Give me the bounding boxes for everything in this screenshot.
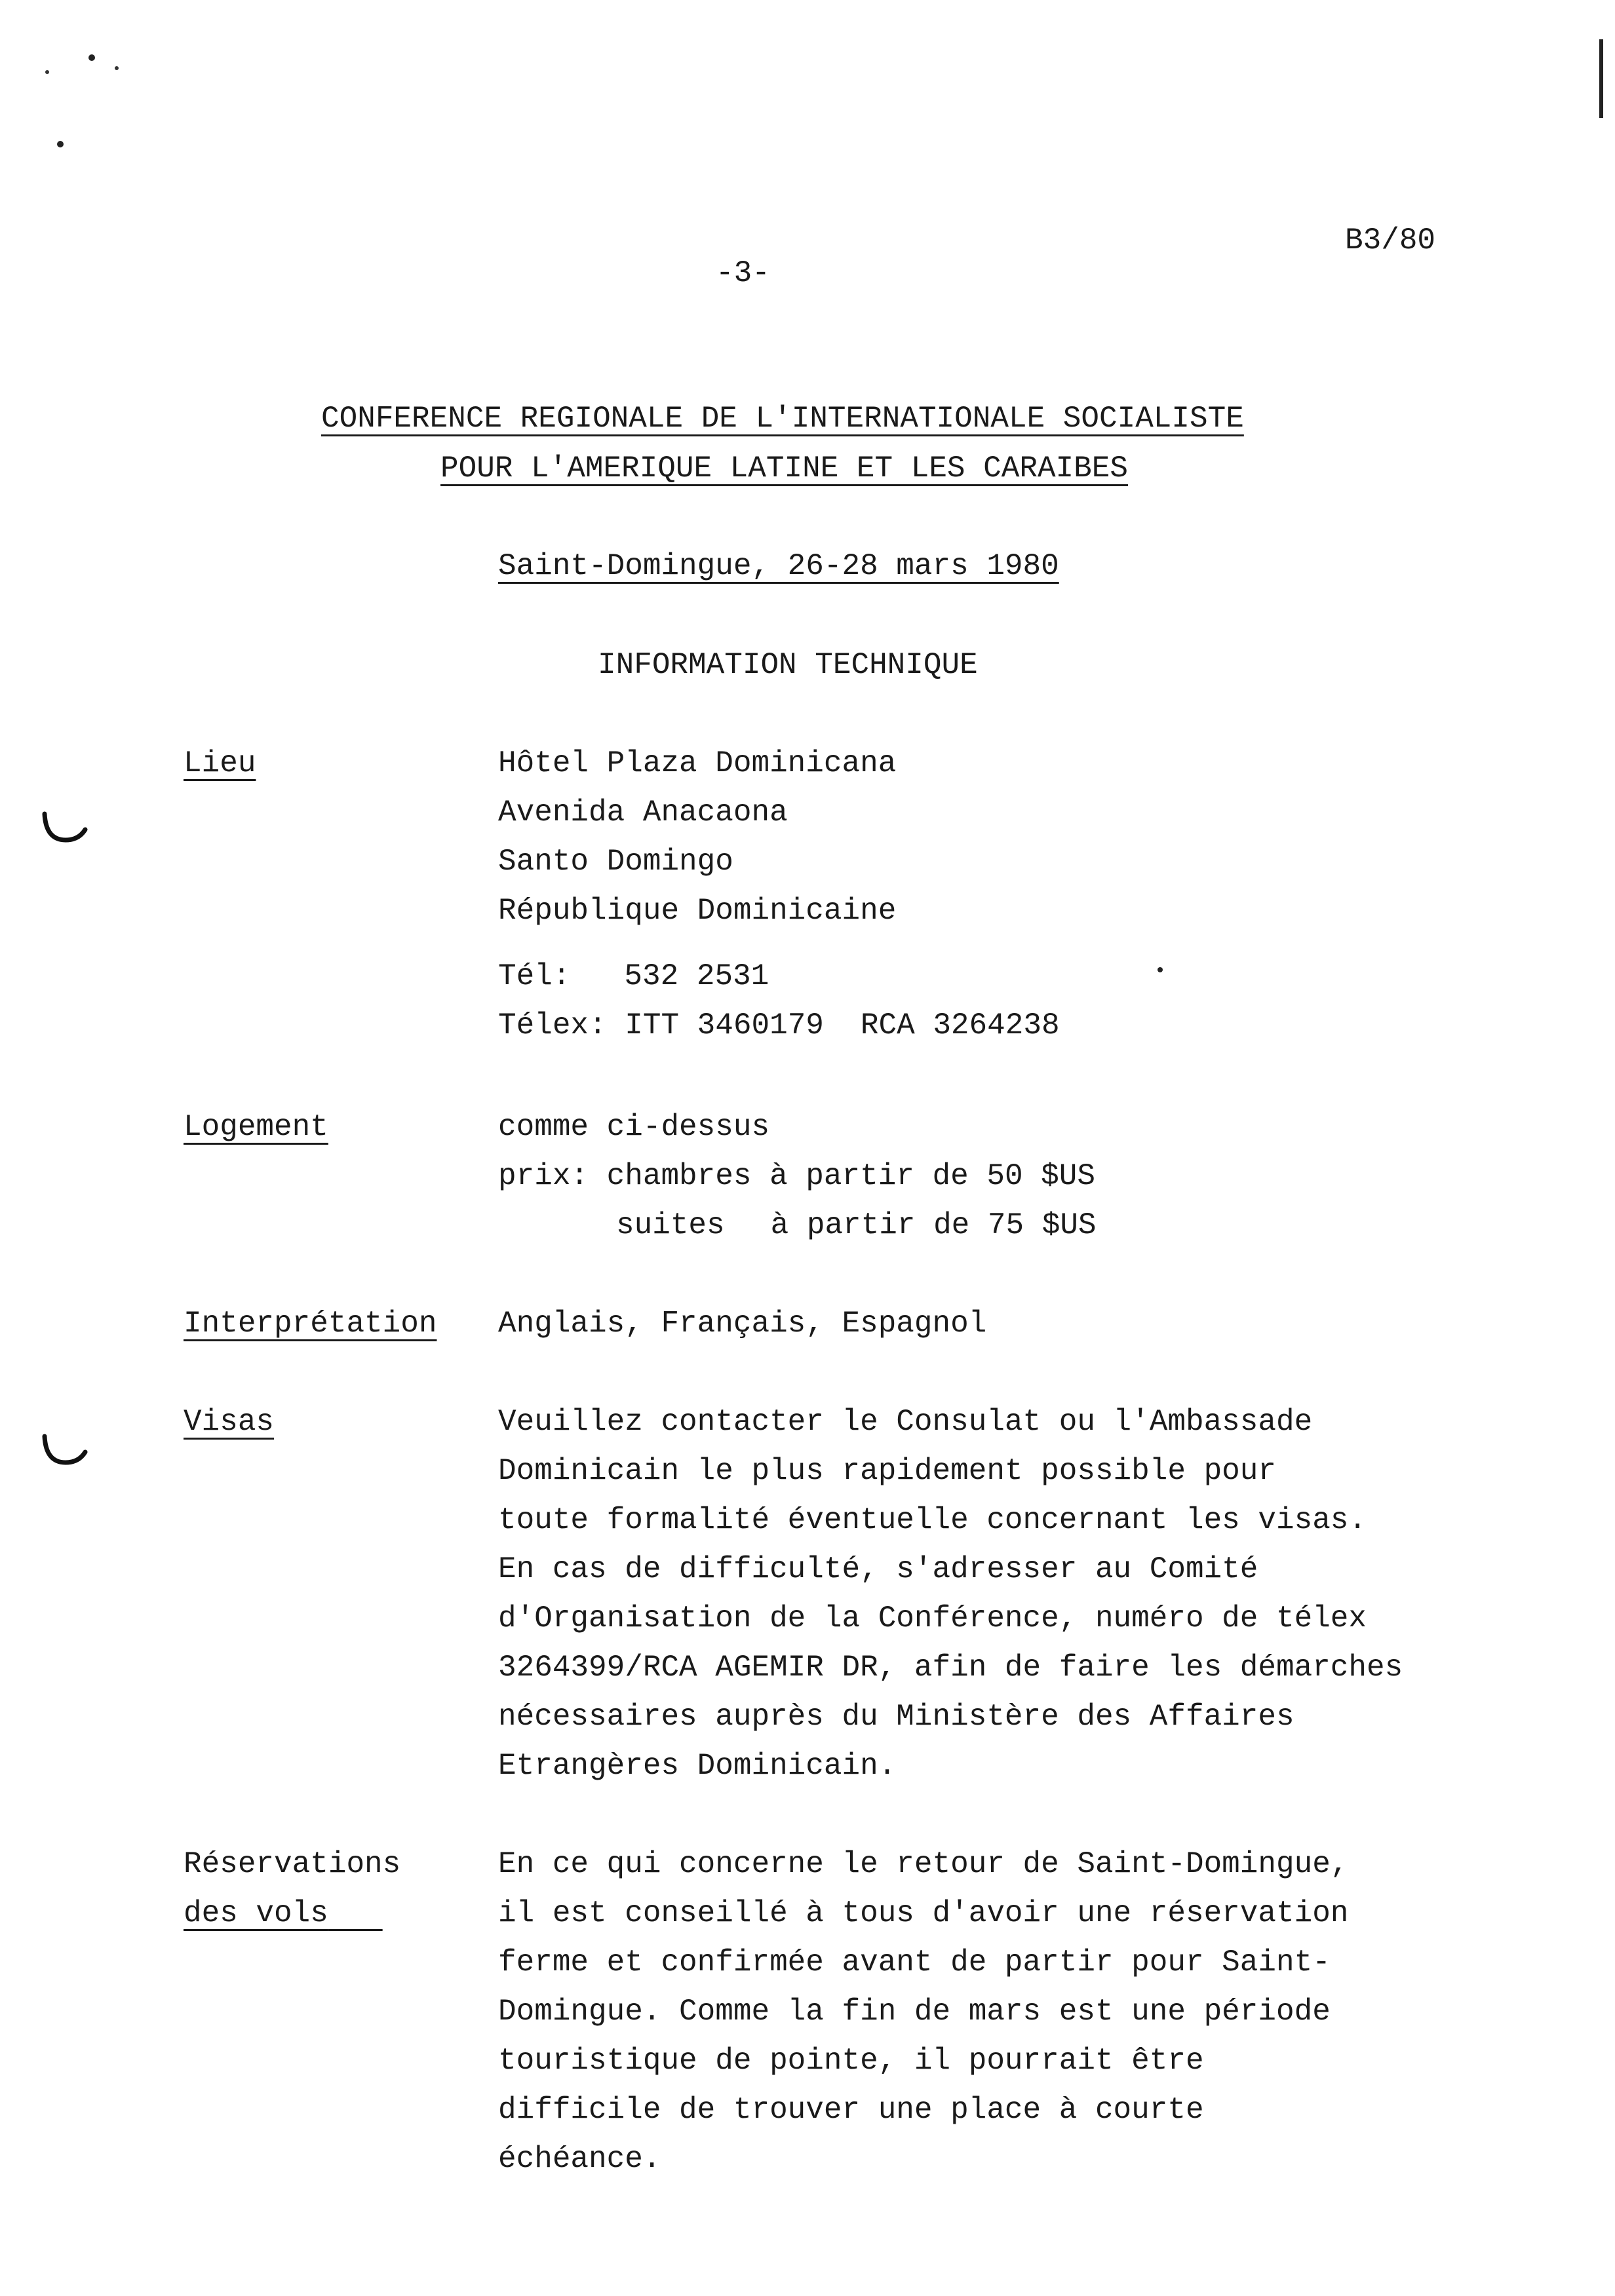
- label-interpretation: Interprétation: [184, 1307, 437, 1341]
- place-date: Saint-Domingue, 26-28 mars 1980: [498, 549, 1059, 583]
- title-line-1: CONFERENCE REGIONALE DE L'INTERNATIONALE SOCIALISTE: [321, 402, 1244, 436]
- suites-rest: à partir de 75 $US: [770, 1208, 1097, 1242]
- reservations-line: ferme et confirmée avant de partir pour Saint-: [498, 1945, 1331, 1980]
- label-logement: Logement: [184, 1110, 328, 1144]
- punch-hole-mark-icon: [39, 1428, 92, 1474]
- lieu-line-1: Hôtel Plaza Dominicana: [498, 746, 897, 780]
- visas-line: toute formalité éventuelle concernant les visas.: [498, 1503, 1367, 1537]
- telex-itt: ITT 3460179: [625, 1008, 824, 1043]
- label-visas: Visas: [184, 1405, 275, 1439]
- title-line-2: POUR L'AMERIQUE LATINE ET LES CARAIBES: [440, 451, 1128, 486]
- reservations-line: difficile de trouver une place à courte: [498, 2093, 1204, 2127]
- punch-hole-mark-icon: [39, 806, 92, 852]
- reservations-line: Domingue. Comme la fin de mars est une période: [498, 1995, 1331, 2029]
- label-reservations-line-1: Réservations: [184, 1847, 401, 1881]
- telex-line: [498, 1001, 1060, 1050]
- scan-edge-mark-icon: [1586, 39, 1612, 118]
- suites-word: suites: [616, 1208, 725, 1242]
- lieu-line-2: Avenida Anacaona: [498, 795, 788, 830]
- telex-rca: RCA 3264238: [860, 1008, 1060, 1043]
- lieu-line-4: République Dominicaine: [498, 894, 897, 928]
- interpretation-value: Anglais, Français, Espagnol: [498, 1307, 987, 1341]
- logement-suites-line: [498, 1201, 1097, 1250]
- reservations-line: En ce qui concerne le retour de Saint-Domingue,: [498, 1847, 1349, 1881]
- visas-line: Veuillez contacter le Consulat ou l'Ambassade: [498, 1405, 1313, 1439]
- page-number: -3-: [716, 256, 770, 290]
- tel-value: 532 2531: [624, 959, 769, 993]
- visas-line: nécessaires auprès du Ministère des Affaires: [498, 1700, 1294, 1734]
- document-code: B3/80: [1345, 223, 1436, 258]
- visas-line: En cas de difficulté, s'adresser au Comité: [498, 1552, 1258, 1586]
- label-reservations-line-2: des vols: [184, 1896, 328, 1930]
- lieu-line-3: Santo Domingo: [498, 845, 733, 879]
- reservations-line: il est conseillé à tous d'avoir une réservation: [498, 1896, 1349, 1930]
- scan-speck-icon: [39, 46, 131, 164]
- section-heading: INFORMATION TECHNIQUE: [598, 648, 978, 682]
- reservations-line: échéance.: [498, 2142, 661, 2176]
- visas-line: d'Organisation de la Conférence, numéro de télex: [498, 1601, 1367, 1636]
- visas-line: 3264399/RCA AGEMIR DR, afin de faire les démarches: [498, 1651, 1403, 1685]
- visas-line: Dominicain le plus rapidement possible pour: [498, 1454, 1276, 1488]
- telephone-line: [498, 952, 769, 1001]
- prix-chambres: chambres à partir de 50 $US: [606, 1159, 1095, 1193]
- scan-speck-icon: [1154, 963, 1167, 976]
- visas-line: Etrangères Dominicain.: [498, 1749, 897, 1783]
- telex-label: Télex:: [498, 1008, 607, 1043]
- tel-label: Tél:: [498, 959, 571, 993]
- label-lieu: Lieu: [184, 746, 256, 780]
- logement-prix-line: [498, 1152, 1095, 1201]
- logement-line-1: comme ci-dessus: [498, 1110, 770, 1144]
- prix-label: prix:: [498, 1159, 589, 1193]
- reservations-line: touristique de pointe, il pourrait être: [498, 2044, 1204, 2078]
